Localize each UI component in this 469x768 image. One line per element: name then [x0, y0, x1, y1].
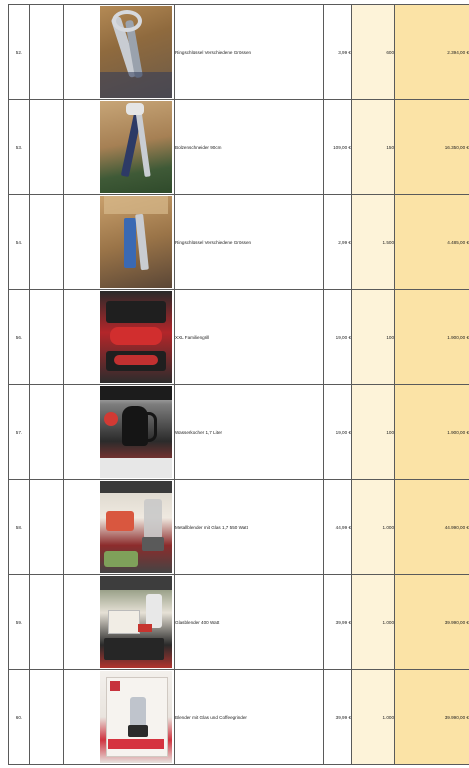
- quantity: 100: [352, 290, 395, 385]
- product-description: Bolzenschneider 90cm: [175, 100, 324, 195]
- row-number: 56.: [9, 290, 30, 385]
- empty-cell: [30, 290, 64, 385]
- empty-cell: [30, 385, 64, 480]
- line-total: 1.900,00 €: [395, 290, 469, 385]
- wrench-set-photo: [100, 196, 172, 288]
- unit-price: 44,99 €: [324, 480, 352, 575]
- bolt-cutter-photo: [100, 101, 172, 193]
- line-total: 1.900,00 €: [395, 385, 469, 480]
- quantity: 1.000: [352, 575, 395, 670]
- blender-photo: [100, 576, 172, 668]
- product-table: [8, 4, 469, 765]
- unit-price: 39,99 €: [324, 670, 352, 765]
- table-row: [9, 5, 469, 100]
- unit-price: 39,99 €: [324, 575, 352, 670]
- unit-price: 2,99 €: [324, 195, 352, 290]
- blender-photo: [100, 481, 172, 573]
- line-total: 39.990,00 €: [395, 575, 469, 670]
- product-sheet: [8, 4, 469, 765]
- wrench-set-photo: [100, 6, 172, 98]
- quantity: 100: [352, 385, 395, 480]
- product-description: Glasblender 400 Watt: [175, 575, 324, 670]
- quantity: 150: [352, 100, 395, 195]
- empty-cell: [30, 5, 64, 100]
- table-row: [9, 195, 469, 290]
- line-total: 39.990,00 €: [395, 670, 469, 765]
- row-number: 52.: [9, 5, 30, 100]
- row-number: 60.: [9, 670, 30, 765]
- product-image-cell: [64, 5, 175, 100]
- kettle-photo: [100, 386, 172, 478]
- quantity: 600: [352, 5, 395, 100]
- unit-price: 3,99 €: [324, 5, 352, 100]
- product-image-cell: [64, 100, 175, 195]
- table-row: [9, 100, 469, 195]
- blender-photo: [100, 671, 172, 763]
- product-image-cell: [64, 195, 175, 290]
- table-row: [9, 385, 469, 480]
- quantity: 1.000: [352, 480, 395, 575]
- product-image-cell: [64, 480, 175, 575]
- product-image-cell: [64, 290, 175, 385]
- table-row: [9, 290, 469, 385]
- row-number: 54.: [9, 195, 30, 290]
- table-row: [9, 575, 469, 670]
- line-total: 16.350,00 €: [395, 100, 469, 195]
- product-image-cell: [64, 670, 175, 765]
- row-number: 53.: [9, 100, 30, 195]
- unit-price: 19,00 €: [324, 385, 352, 480]
- product-description: XXL Familiengrill: [175, 290, 324, 385]
- empty-cell: [30, 100, 64, 195]
- line-total: 2.394,00 €: [395, 5, 469, 100]
- empty-cell: [30, 575, 64, 670]
- empty-cell: [30, 195, 64, 290]
- row-number: 57.: [9, 385, 30, 480]
- product-description: Wasserkocher 1,7 Liter: [175, 385, 324, 480]
- product-image-cell: [64, 385, 175, 480]
- empty-cell: [30, 670, 64, 765]
- product-image-cell: [64, 575, 175, 670]
- table-row: [9, 670, 469, 765]
- unit-price: 109,00 €: [324, 100, 352, 195]
- row-number: 59.: [9, 575, 30, 670]
- unit-price: 19,00 €: [324, 290, 352, 385]
- quantity: 1.500: [352, 195, 395, 290]
- table-row: [9, 480, 469, 575]
- line-total: 44.990,00 €: [395, 480, 469, 575]
- row-number: 58.: [9, 480, 30, 575]
- product-description: Ringschlüssel Verschiedene Grössen: [175, 5, 324, 100]
- product-description: Ringschlüssel Verschiedene Grössen: [175, 195, 324, 290]
- quantity: 1.000: [352, 670, 395, 765]
- product-description: Metallblender mit Glas 1,7 550 Watt: [175, 480, 324, 575]
- line-total: 4.485,00 €: [395, 195, 469, 290]
- empty-cell: [30, 480, 64, 575]
- grill-photo: [100, 291, 172, 383]
- product-description: Blender mit Glas und Coffeegrinder: [175, 670, 324, 765]
